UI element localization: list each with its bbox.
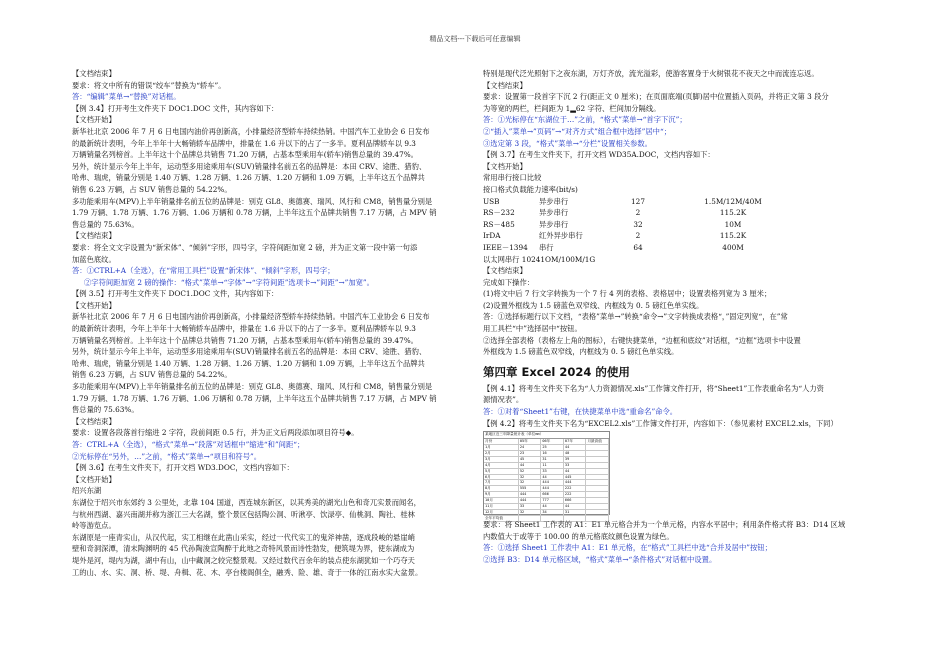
sheet-cell: 44: [564, 469, 587, 474]
text-line: 【文档结束】: [72, 416, 116, 426]
text-line: 工的山、水、实、洞、桥、堤、舟楫、花、木、亭台楼阁俱全，融秀、险、雄、奇于一体的江南水实大盆景。: [72, 567, 423, 577]
sheet-cell: 44: [541, 504, 564, 509]
sheet-cell: 23: [519, 451, 542, 456]
text-line: 多功能乘用车(MPV)上半年销量排名前五位的品牌是：别克 GL8、奥德赛、瑞风、风行和 CM8，销售量分别是: [72, 382, 433, 392]
text-line: 万辆销量名列榜首。上半年这十个品牌总共销售 71.20 万辆，占基本型乘用车(轿车)销售总量的 39.47%。: [72, 150, 418, 160]
table-cell: 异步串行: [539, 219, 569, 229]
sheet-cell: 3月: [484, 457, 519, 462]
sheet-cell: 444: [541, 486, 564, 491]
sheet-cell: [586, 486, 609, 491]
right-column: [483, 68, 883, 566]
text-line: 万辆销量名列榜首。上半年这十个品牌总共销售 71.20 万辆，占基本型乘用车(轿车)销售总量的 39.47%。: [72, 335, 418, 345]
table-cell: 400M: [722, 242, 744, 252]
sheet-cell: 10月: [484, 498, 519, 503]
table-row: [483, 242, 883, 254]
sheet-cell: 44: [541, 475, 564, 480]
answer-line: ②选择 B3：D14 单元格区域，“格式”菜单→“条件格式”对话框中设置。: [483, 555, 717, 564]
sheet-cell: 5月: [484, 469, 519, 474]
text-line: 特别是现代泛光照射下之夜东湖，万灯齐放，流光溢彩，使游客置身于火树银花不夜天之中而流连忘返。: [483, 69, 819, 78]
text-line: 要求：将文中所有的错误“绞车”替换为“轿车”。: [72, 80, 226, 90]
sheet-cell: 33: [564, 463, 587, 468]
sheet-cell: [586, 457, 609, 462]
right-end-text: [483, 519, 883, 565]
text-line: 另外，统计显示今年上半年，运动型多用途乘用车(SUV)销量排名前五名的品牌是：本田 CRV、途胜、猎豹、: [72, 347, 427, 357]
text-line: 堤外是河，堤内为湖，湖中有山，山中藏洞之较完整景观。又经过数代百余年的装点使东湖犹如一个巧夺天: [72, 555, 415, 565]
table-row: [483, 207, 883, 219]
serial-interface-table: [483, 196, 883, 254]
table-cell: 64: [633, 242, 643, 252]
sheet-cell: 8月: [484, 486, 519, 491]
sheet-cell: 6月: [484, 475, 519, 480]
sheet-cell: 34: [541, 510, 564, 515]
answer-line: ②光标停在“另外，…”之前，“格式”菜单→“项目和符号”。: [72, 451, 262, 461]
text-line: 要求：设置各段落首行缩进 2 字符，段前间距 0.5 行，并为正文后两段添加项目符号◆。: [72, 428, 359, 438]
text-line: 销售 6.23 万辆，占 SUV 销售总量的 54.22%。: [72, 370, 232, 380]
sheet-cell: [586, 498, 609, 503]
page-header: 精品文档---下载后可任意编辑: [429, 35, 521, 43]
sheet-cell: 444: [541, 480, 564, 485]
sheet-cell: [586, 463, 609, 468]
sheet-cell: 16: [541, 451, 564, 456]
text-line: 绍兴东湖: [72, 486, 102, 496]
answer-line: 答：CTRL+A（全选），“格式”菜单→”段落”对话框中”缩进“和”间距“；: [72, 440, 305, 449]
table-cell: 10M: [724, 219, 742, 229]
sheet-cell: [586, 451, 609, 456]
sheet-cell: 25: [541, 445, 564, 450]
text-line: 1.79 万辆、1.78 万辆、1.76 万辆、1.06 万辆和 0.78 万辆，上半年这五个品牌共销售 7.17 万辆，占 MPV 销: [72, 393, 437, 403]
table-row: [483, 196, 883, 208]
text-line: 接口格式负载能力速率(bit/s): [483, 184, 578, 194]
sheet-cell: 39: [564, 457, 587, 462]
table-cell: 32: [633, 219, 643, 229]
text-line: 【文档结束】: [72, 231, 116, 241]
sheet-cell: 7月: [484, 480, 519, 485]
text-line: 为等宽的两栏，栏间距为 1▂62 字符、栏间加分隔线。: [483, 103, 661, 113]
answer-line: 答：①光标停在“东湖位于…”之前，“格式”菜单→“首字下沉”；: [483, 115, 687, 125]
text-line: 【文档开始】: [72, 300, 116, 310]
sheet-cell: 11月: [484, 504, 519, 509]
table-cell: 127: [631, 196, 645, 206]
sheet-cell: 32: [519, 475, 542, 480]
right-mid-text: [483, 254, 883, 358]
table-cell: RS－485: [483, 219, 515, 229]
text-line: 要求：设置第一段首字下沉 2 行(距正文 0 厘米)；在页面底端(页脚)居中位置插入页码，并将正文第 3 段分: [483, 92, 829, 102]
text-line: 要求：将 Sheet1 工作表的 A1：E1 单元格合并为一个单元格，内容水平居中；利用条件格式将 B3：D14 区域: [483, 520, 846, 530]
text-line: 【例 4.1】将考生文件夹下名为“人力资源情况.xls”工作簿文件打开，将“Sheet1”工作表重命名为“人力资: [483, 383, 824, 393]
sheet-cell: [586, 510, 609, 515]
text-line: 新华社北京 2006 年 7 月 6 日电国内油价再创新高，小排量经济型轿车持续热销。中国汽车工业协会 6 日发布: [72, 126, 430, 136]
text-line: 【文档开始】: [483, 161, 527, 171]
sheet-cell: 31: [564, 510, 587, 515]
sheet-cell: 44: [519, 463, 542, 468]
sheet-cell: 222: [564, 492, 587, 497]
text-line: 【例 3.7】在考生文件夹下，打开文档 WD35A.DOC，文档内容如下：: [483, 150, 715, 160]
sheet-cell: [586, 492, 609, 497]
chapter-heading: 第四章 Excel 2024 的使用: [483, 364, 630, 379]
text-line: 【文档结束】: [483, 266, 527, 276]
sheet-cell: 666: [564, 498, 587, 503]
text-line: 【例 4.2】将考生文件夹下名为“EXCEL2.xls”工作簿文件打开，内容如下：（参见素材 EXCEL2.xls，下同）: [483, 418, 838, 428]
text-line: 【文档开始】: [72, 474, 116, 484]
sheet-cell: [586, 480, 609, 485]
text-line: 要求：将全文文字设置为“新宋体”、“倾斜”字形，四号字，字符间距加宽 2 磅，并为正文第一段中第一句添: [72, 242, 418, 252]
sheet-cell: 444: [519, 498, 542, 503]
sheet-cell: 32: [519, 510, 542, 515]
table-cell: 异步串行: [539, 208, 569, 218]
text-line: 1.79 万辆、1.78 万辆、1.76 万辆、1.06 万辆和 0.78 万辆，上半年这五个品牌共销售 7.17 万辆，占 MPV 销: [72, 208, 437, 218]
text-line: 外框线为 1.5 磅蓝色双窄线，内框线为 0. 5 磅红色单实线。: [483, 347, 679, 357]
table-cell: 2: [635, 231, 641, 241]
table-cell: 红外异步串行: [539, 231, 583, 241]
table-row: [483, 230, 883, 242]
answer-line: ③选定第 3 段，“格式”菜单→“分栏”设置相关参数。: [483, 138, 652, 148]
sheet-cell: 777: [541, 498, 564, 503]
sheet-cell: 555: [519, 486, 542, 491]
sheet-cell: 11: [541, 463, 564, 468]
text-line: 【文档开始】: [72, 115, 116, 125]
sheet-cell: [586, 469, 609, 474]
right-bottom-text: [483, 383, 883, 429]
sheet-cell: 31: [541, 457, 564, 462]
text-line: 售总量的 75.63%。: [72, 405, 139, 415]
sheet-cell: 40: [564, 451, 587, 456]
sheet-cell: 06年: [541, 439, 564, 444]
sheet-cell: 9月: [484, 492, 519, 497]
sheet-cell: [586, 475, 609, 480]
excel-sheet-image: [483, 431, 610, 520]
table-cell: 115.2K: [719, 208, 747, 218]
text-line: 的最新统计表明，今年上半年十大畅销轿车品牌中，排量在 1.6 升以下的占了一多半。夏利品牌轿车以 9.3: [72, 324, 416, 334]
text-line: 完成如下操作：: [483, 277, 535, 287]
sheet-cell: 4月: [484, 463, 519, 468]
table-row: [483, 219, 883, 231]
sheet-cell: 月份: [484, 439, 519, 444]
text-line: 东湖位于绍兴市东郊约 3 公里处，北靠 104 国道，西连城东新区，以其秀美的湖光山色和奇兀实景而闻名，: [72, 497, 421, 507]
text-line: 东湖原是一座青实山，从汉代起，实工相继在此凿山采实，经过一代代实工的鬼斧神凿，逐成段峻的悬崖峭: [72, 532, 415, 542]
sheet-cell: [586, 445, 609, 450]
text-line: 内数值大于或等于 100.00 的单元格底纹颜色设置为绿色。: [483, 531, 674, 541]
text-line: 以太网串行 10241OM/100M/1G: [483, 254, 596, 264]
text-line: 加蓝色底纹。: [72, 254, 116, 264]
text-line: (2)设置外框线为 1.5 磅蓝色双窄线、内框线为 0. 5 磅红色单实线。: [483, 300, 704, 310]
sheet-cell: 33: [541, 469, 564, 474]
left-column: [72, 68, 468, 578]
text-line: 源情况表”。: [483, 395, 524, 405]
text-line: 售总量的 75.63%。: [72, 219, 139, 229]
answer-line: ②字符间距加宽 2 磅的操作：“格式”菜单→“字体”→“字符间距”选项卡→”间距”→”加宽”。: [84, 277, 374, 287]
answer-line: ②“插入”菜单→”页码”→“对齐方式”组合框中选择”居中“；: [483, 126, 672, 136]
sheet-cell: 月最高值: [586, 439, 609, 444]
text-line: 常用串行接口比较: [483, 173, 542, 183]
sheet-cell: 52: [519, 469, 542, 474]
sheet-cell: 1月: [484, 445, 519, 450]
text-line: 【文档结束】: [483, 80, 527, 90]
table-cell: IrDA: [483, 231, 501, 241]
sheet-cell: 07年: [564, 439, 587, 444]
answer-line: 答：“编辑”菜单→“替换”对话框。: [72, 92, 181, 102]
text-line: 壁和奇洞深潭，清末陶渊明的 45 代孙陶浚宣陶醉于此地之奇特风景而诗性勃发，便筑堤为界，使东湖成为: [72, 544, 415, 554]
text-line: 哈弗、瑞虎，销量分别是 1.40 万辆、1.28 万辆、1.26 万辆、1.20 万辆和 1.09 万辆，上半年这五个品牌共: [72, 358, 425, 368]
sheet-cell: 44: [564, 504, 587, 509]
sheet-cell: 12月: [484, 510, 519, 515]
text-line: 答：①选择标题行以下文档，“表格”菜单→”转换“命令→”文字转换成表格“，”固定列宽“，在”常: [483, 312, 788, 322]
answer-line: 答：①CTRL+A（全选），在“常用工具栏”设置“新宋体”、“倾斜”字形，四号字；: [72, 266, 335, 276]
table-cell: IEEE－1394: [483, 242, 528, 252]
sheet-cell: 222: [564, 486, 587, 491]
text-line: 【文档结束】: [72, 69, 116, 78]
table-cell: 1.5M/12M/40M: [704, 196, 762, 206]
sheet-cell: 444: [564, 480, 587, 485]
text-line: 多功能乘用车(MPV)上半年销量排名前五位的品牌是：别克 GL8、奥德赛、瑞风、风行和 CM8，销售量分别是: [72, 196, 433, 206]
text-line: 【例 3.5】打开考生文件夹下 DOC1.DOC 文件，其内容如下：: [72, 289, 279, 299]
sheet-cell: [586, 504, 609, 509]
text-line: 的最新统计表明，今年上半年十大畅销轿车品牌中，排量在 1.6 升以下的占了一多半。夏利品牌轿车以 9.3: [72, 138, 416, 148]
text-line: 新华社北京 2006 年 7 月 6 日电国内油价再创新高，小排量经济型轿车持续热销。中国汽车工业协会 6 日发布: [72, 312, 430, 322]
sheet-cell: 45: [519, 457, 542, 462]
text-line: 【例 3.4】打开考生文件夹下 DOC1.DOC 文件，其内容如下：: [72, 103, 279, 113]
sheet-cell: 445: [564, 475, 587, 480]
text-line: (1)将文中后 7 行文字转换为一个 7 行 4 列的表格、表格居中；设置表格列宽为 3 厘米；: [483, 289, 772, 299]
sheet-cell: 2月: [484, 451, 519, 456]
table-cell: RS－232: [483, 208, 515, 218]
sheet-cell: 05年: [519, 439, 542, 444]
table-cell: 2: [635, 208, 641, 218]
sheet-cell: 24: [519, 445, 542, 450]
sheet-cell: 全年平均值: [484, 516, 519, 521]
sheet-title: 某地区近三年降量统计表（单位mm）: [484, 432, 609, 439]
text-line: 与杭州西湖、嘉兴南湖并称为浙江三大名湖，整个景区包括陶公洞、听湫亭、饮渌亭、仙桃洞、陶社、桂林: [72, 509, 415, 519]
text-line: 另外，统计显示今年上半年，运动型多用途乘用车(SUV)销量排名前五名的品牌是：本田 CRV、途胜、猎豹、: [72, 161, 427, 171]
table-cell: USB: [483, 196, 500, 206]
right-top-text: [483, 68, 883, 196]
text-line: 岭等游览点。: [72, 521, 116, 531]
text-line: 用工具栏“中”选择居中“按钮。: [483, 324, 582, 334]
sheet-cell: 32: [519, 480, 542, 485]
answer-line: 答：①选择 Sheet1 工作表中 A1：E1 单元格，在“格式”工具栏中选“合并及居中”按钮；: [483, 543, 772, 553]
answer-line: 答：①对着“Sheet1”右键，在快捷菜单中选“重命名”命令。: [483, 407, 678, 417]
sheet-cell: 33: [519, 504, 542, 509]
table-cell: 串行: [539, 242, 554, 252]
text-line: 哈弗、瑞虎，销量分别是 1.40 万辆、1.28 万辆、1.26 万辆、1.20 万辆和 1.09 万辆，上半年这五个品牌共: [72, 173, 425, 183]
text-line: ②选择全部表格（表格左上角的图标），右键快捷菜单，“边框和底纹”对话框，“边框”选项卡中设置: [483, 335, 801, 345]
text-line: 【例 3.6】在考生文件夹下，打开文档 WD3.DOC，文档内容如下：: [72, 463, 294, 473]
sheet-cell: 666: [541, 492, 564, 497]
table-cell: 异步串行: [539, 196, 569, 206]
sheet-cell: 44: [564, 445, 587, 450]
text-line: 销售 6.23 万辆，占 SUV 销售总量的 54.22%。: [72, 184, 232, 194]
sheet-cell: 444: [519, 492, 542, 497]
table-cell: 115.2K: [719, 231, 747, 241]
